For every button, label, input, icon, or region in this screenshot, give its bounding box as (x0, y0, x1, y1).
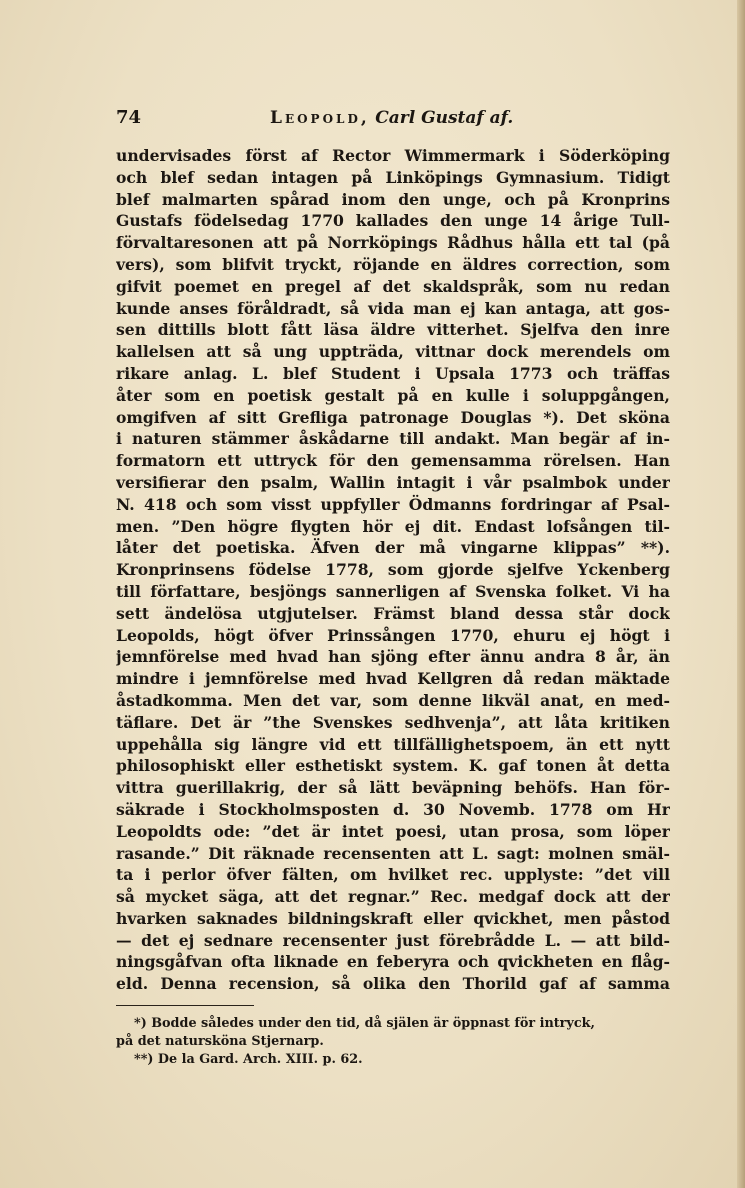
text-line: omgifven af sitt Grefliga patronage Douglas *). Det sköna (116, 407, 670, 427)
text-line: kunde anses föråldradt, så vida man ej kan antaga, att gos- (116, 298, 670, 318)
text-line: gifvit poemet en pregel af det skaldspråk, som nu redan (116, 276, 670, 296)
text-line: men. ”Den högre flygten hör ej dit. Endast lofsången til- (116, 516, 670, 536)
text-line: philosophiskt eller esthetiskt system. K. gaf tonen åt detta (116, 756, 670, 776)
text-line: åstadkomma. Men det var, som denne likväl anat, en med- (116, 690, 670, 710)
text-line: N. 418 och som visst uppfyller Ödmanns fordringar af Psal- (116, 494, 670, 514)
page-header (116, 106, 676, 130)
page-number: 74 (116, 107, 142, 128)
text-line: rasande.” Dit räknade recensenten att L. sagt: molnen smäl- (116, 843, 670, 863)
text-line: Leopoldts ode: ”det är intet poesi, utan prosa, som löper (116, 821, 670, 841)
text-line: åter som en poetisk gestalt på en kulle i soluppgången, (116, 385, 670, 405)
text-line: i naturen stämmer åskådarne till andakt. Man begär af in- (116, 429, 670, 449)
text-line: kallelsen att så ung uppträda, vittnar dock merendels om (116, 342, 670, 362)
text-line: så mycket säga, att det regnar.” Rec. medgaf dock att der (116, 887, 670, 907)
text-line: Leopolds, högt öfver Prinssången 1770, ehuru ej högt i (116, 625, 670, 645)
text-line: uppehålla sig längre vid ett tillfällighetspoem, än ett nytt (116, 734, 670, 754)
text-line: vers), som blifvit tryckt, röjande en äldres correction, som (116, 254, 670, 274)
text-line: jemnförelse med hvad han sjöng efter ännu andra 8 år, än (116, 647, 670, 667)
text-line: och blef sedan intagen på Linköpings Gymnasium. Tidigt (116, 167, 670, 187)
footnote-2: **) De la Gard. Arch. XIII. p. 62. (134, 1052, 363, 1067)
text-line: sen dittills blott fått läsa äldre vitterhet. Sjelfva den inre (116, 320, 670, 340)
text-line: låter det poetiska. Äfven der må vingarne klippas” **). (116, 538, 670, 558)
text-line: förvaltaresonen att på Norrköpings Rådhus hålla ett tal (på (116, 233, 670, 253)
running-head-surname: Leopold, (270, 108, 370, 128)
body-text (116, 145, 670, 995)
text-line: säkrade i Stockholmsposten d. 30 Novemb. 1778 om Hr (116, 799, 670, 819)
running-head (270, 106, 513, 130)
footnote-divider (116, 1005, 254, 1006)
text-line: blef malmarten spårad inom den unge, och på Kronprins (116, 189, 670, 209)
text-line: till författare, besjöngs sannerligen af Svenska folket. Vi ha (116, 581, 670, 601)
text-line: ningsgåfvan ofta liknade en feberyra och qvickheten en flåg- (116, 952, 670, 972)
text-line: formatorn ett uttryck för den gemensamma rörelsen. Han (116, 451, 670, 471)
running-head-given-names: Carl Gustaf af. (375, 108, 514, 128)
footnote-1-continued: på det natursköna Stjernarp. (116, 1034, 324, 1049)
text-line: eld. Denna recension, så olika den Thorild gaf af samma (116, 974, 670, 994)
text-line: Kronprinsens födelse 1778, som gjorde sjelfve Yckenberg (116, 560, 670, 580)
text-line: Gustafs födelsedag 1770 kallades den unge 14 årige Tull- (116, 211, 670, 231)
text-line: versifierar den psalm, Wallin intagit i vår psalmbok under (116, 472, 670, 492)
text-line: mindre i jemnförelse med hvad Kellgren då redan mäktade (116, 669, 670, 689)
text-line: — det ej sednare recensenter just förebrådde L. — att bild- (116, 930, 670, 950)
text-line: rikare anlag. L. blef Student i Upsala 1773 och träffas (116, 363, 670, 383)
page-edge (737, 0, 745, 1188)
text-line: hvarken saknades bildningskraft eller qvickhet, men påstod (116, 908, 670, 928)
text-line: täflare. Det är ”the Svenskes sedhvenja”, att låta kritiken (116, 712, 670, 732)
text-line: ta i perlor öfver fälten, om hvilket rec. upplyste: ”det vill (116, 865, 670, 885)
text-line: vittra guerillakrig, der så lätt beväpning behöfs. Han för- (116, 778, 670, 798)
text-line: undervisades först af Rector Wimmermark i Söderköping (116, 146, 670, 165)
text-line: sett ändelösa utgjutelser. Främst bland dessa står dock (116, 603, 670, 623)
footnotes (116, 1015, 676, 1069)
footnote-1: *) Bodde således under den tid, då själen är öppnast för intryck, (134, 1016, 595, 1031)
